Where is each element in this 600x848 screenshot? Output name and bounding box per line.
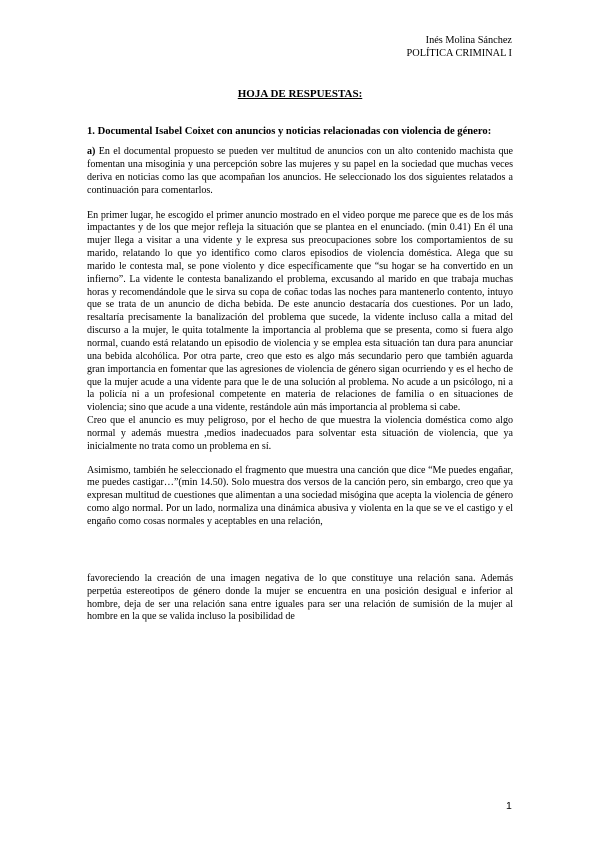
paragraph-conclusion-ad: Creo que el anuncio es muy peligroso, por el hecho de que muestra la violencia doméstica como algo normal y además muestra ,medios inadecuados para solventar esta situación de violencia, que ya inicialmente no trata como un problema en sí. (87, 415, 513, 452)
paragraph-song: Asimismo, también he seleccionado el fragmento que muestra una canción que dice “Me puedes engañar, me puedes castigar…”(min 14.50). Solo muestra dos versos de la canción pero, sin embargo, creo que ya expresan multitud de cuestiones que alimentan a una sociedad misógina que acepta la violencia de género como algo normal. Por un lado, normaliza una dinámica abusiva y violenta en la que se ve el castigo y el engaño como cosas normales y aceptables en una relación, (87, 464, 513, 527)
course-name: POLÍTICA CRIMINAL I (406, 48, 512, 59)
paragraph-continuation: favoreciendo la creación de una imagen negativa de lo que constituye una relación sana. Además perpetúa estereotipos de género donde la mujer se encuentra en una posición desigual e inferior al hombre, deja de ser una relación sana entre iguales para ser una relación de sumisión de la mujer al hombre en la que se valida incluso la posibilidad de (87, 572, 513, 623)
author-name: Inés Molina Sánchez (425, 35, 512, 46)
intro-paragraph (87, 146, 513, 197)
page-header (407, 34, 512, 60)
paragraph-first-ad: En primer lugar, he escogido el primer anuncio mostrado en el video porque me parece que es de los más impactantes y de los que mejor refleja la situación que se plantea en el enunciado. (min 0.41) En él una mujer llega a visitar a una vidente y le expresa sus preocupaciones sobre los comportamientos de su marido, relatando lo que yo identifico como claros episodios de violencia doméstica. Alega que su marido le contesta mal, se pone violento y dice específicamente que “su hogar se ha convertido en un infierno”. La vidente le contesta banalizando el problema, excusando al marido en que trabaja muchas horas y recomendándole que le sirva su copa de coñac todas las noches para mantenerlo contento, intuyo que se trata de un anuncio de dicha bebida. De este anuncio destacaría dos cuestiones. Por un lado, resaltaría precisamente la banalización del problema que sucede, la vidente incluso calla a mitad del discurso a la mujer, le quita totalmente la importancia al problema que se presenta, como si fuera algo normal, cuando está relatando un episodio de violencia y se emplea esta situación tan dura para anunciar una bebida alcohólica. Por otra parte, creo que esto es algo más secundario pero que también aguarda gran importancia en fomentar que las agresiones de violencia de género sigan ocurriendo y es el hecho de que la mujer acude a una vidente para que le de una solución al problema. No acude a un psicólogo, ni a la policía ni a un profesional competente en materia de relaciones de familia o en situaciones de violencia; sino que acude a una vidente, restándole aún más importancia al problema si cabe. (87, 209, 513, 414)
document-body (87, 125, 513, 624)
page-number: 1 (506, 800, 512, 812)
page-title: HOJA DE RESPUESTAS: (237, 88, 363, 100)
intro-text: En el documental propuesto se pueden ver multitud de anuncios con un alto contenido machista que fomentan una misoginia y una percepción sobre las mujeres y su papel en la sociedad que muchas veces deriva en noticias como las que acompañan los anuncios. He seleccionado los dos siguientes relatados a continuación para comentarlos. (87, 146, 513, 196)
item-label: a) (87, 146, 96, 158)
section-heading: 1. Documental Isabel Coixet con anuncios y noticias relacionadas con violencia de género: (87, 126, 492, 137)
